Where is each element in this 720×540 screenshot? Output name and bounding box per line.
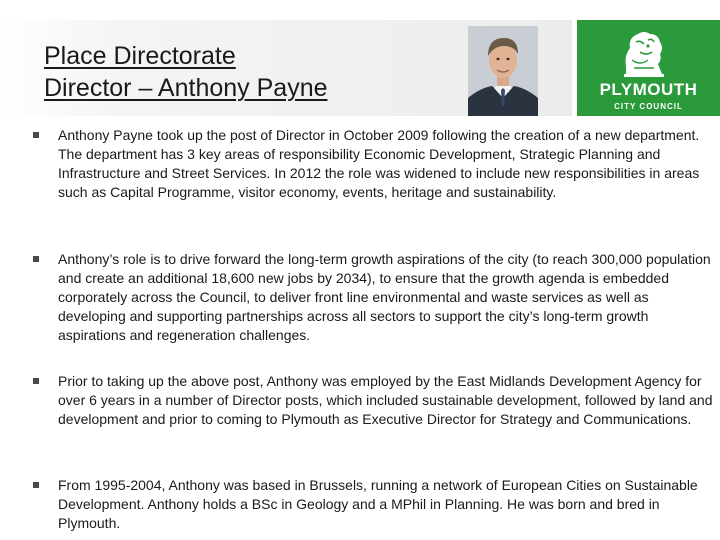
title-line-directorate: Place Directorate [44,42,236,70]
logo-name: PLYMOUTH [599,80,698,99]
logo-subtitle: CITY COUNCIL [614,102,683,111]
bullet-icon [33,132,39,138]
title-line-director: Director – Anthony Payne [44,74,328,102]
bullet-icon [33,482,39,488]
bullet-text: From 1995-2004, Anthony was based in Brussels, running a network of European Cities on Sustainable Development. Anthony holds a BSc in Geology and a MPhil in Planning. He was born and bred in Plymouth. [58,477,698,531]
bullet-icon [33,256,39,262]
lion-crest-icon [618,26,670,80]
bullet-text: Anthony Payne took up the post of Director in October 2009 following the creation of a new department. The department has 3 key areas of responsibility Economic Development, Strategic Planning and Infrastructure and Street Services. In 2012 the role was widened to include new responsibilities in areas such as Capital Programme, visitor economy, events, heritage and sustainability. [58,127,700,200]
bullet-text: Anthony’s role is to drive forward the long-term growth aspirations of the city (to reach 300,000 population and create an additional 18,600 new jobs by 2034), to ensure that the growth agenda is embedded corporately across the Council, to deliver front line environmental and waste services as well as developing and supporting partnerships across all sectors to support the city’s long-term growth aspirations and regeneration challenges. [58,251,711,343]
bullet-icon [33,378,39,384]
bullet-text: Prior to taking up the above post, Anthony was employed by the East Midlands Development Agency for over 6 years in a number of Director posts, which included sustainable development, followed by land and development and prior to coming to Plymouth as Executive Director for Strategy and Communications. [58,373,713,427]
plymouth-city-council-logo [577,20,720,116]
director-portrait [468,26,538,116]
page-title [44,40,464,104]
